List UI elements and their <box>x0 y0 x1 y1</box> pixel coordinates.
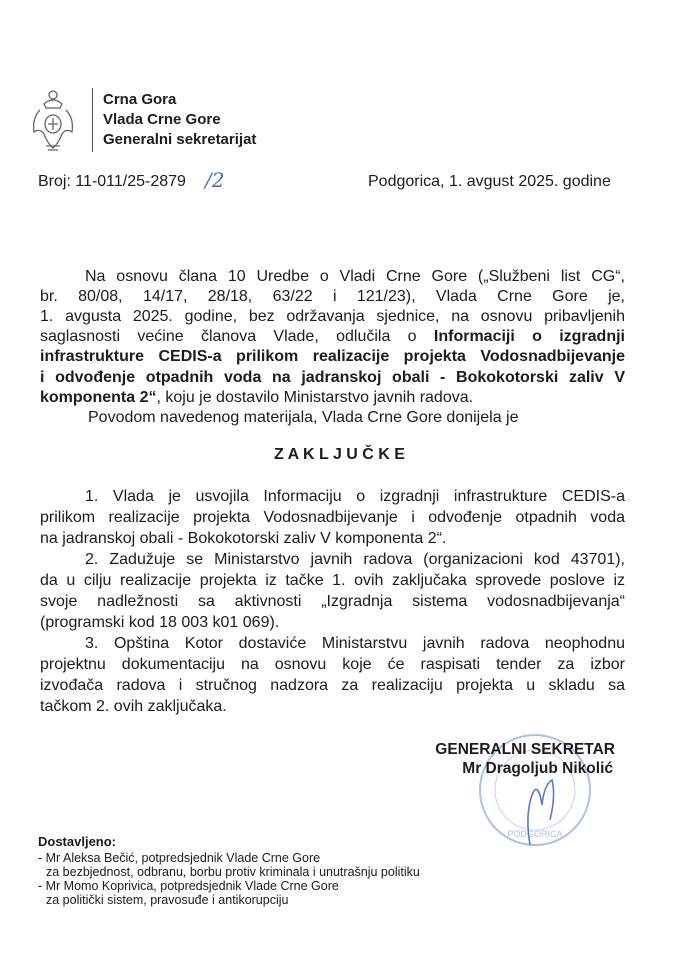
handwritten-mark: /2 <box>205 168 225 192</box>
conclusions-heading: Z A K L J U Č K E <box>274 446 405 463</box>
org-department: Generalni sekretarijat <box>103 131 257 148</box>
text-line: br. 80/08, 14/17, 28/18, 63/22 i 121/23), Vlada Crne Gore je, <box>40 288 625 305</box>
distribution-line: za politički sistem, pravosuđe i antikorupciju <box>46 893 289 907</box>
header-divider <box>92 88 93 152</box>
stamp-text: PODGORICA <box>507 829 563 839</box>
text-line: svoje nadležnosti sa aktivnosti „Izgradnja sistema vodosnadbijevanja“ <box>40 593 625 610</box>
text-line <box>40 388 625 408</box>
bold-span: komponenta 2“ <box>40 389 157 406</box>
signatory-name: Mr Dragoljub Nikolić <box>462 760 613 777</box>
text-line: izvođača radova i stručnog nadzora za realizaciju projekta u skladu sa <box>40 677 625 694</box>
coat-of-arms-icon <box>30 88 76 154</box>
text-line: projektnu dokumentaciju na osnovu koje će raspisati tender za izbor <box>40 656 625 673</box>
text-line: 3. Opština Kotor dostaviće Ministarstvu javnih radova neophodnu <box>85 635 625 652</box>
text-line: prilikom realizacije projekta Vodosnadbijevanje i odvođenje otpadnih voda <box>40 509 625 526</box>
org-government: Vlada Crne Gore <box>103 111 221 128</box>
distribution-line: - Mr Momo Koprivica, potpredsjednik Vlade Crne Gore <box>38 879 339 893</box>
text-line: i odvođenje otpadnih voda na jadranskoj obali - Bokokotorski zaliv V <box>40 369 625 386</box>
distribution-line: za bezbjednost, odbranu, borbu protiv kriminala i unutrašnju politiku <box>46 865 420 879</box>
text-line: na jadranskoj obali - Bokokotorski zaliv V komponenta 2“. <box>40 530 447 547</box>
text-line: 2. Zadužuje se Ministarstvo javnih radova (organizacioni kod 43701), <box>85 551 625 568</box>
distribution-label: Dostavljeno: <box>38 834 117 849</box>
reference-number: Broj: 11-011/25-2879 <box>38 173 186 190</box>
text-line: 1. avgusta 2025. godine, bez održavanja sjednice, na osnovu pribavljenih <box>40 308 625 325</box>
text-line <box>40 327 625 347</box>
text-line: 1. Vlada je usvojila Informaciju o izgradnji infrastrukture CEDIS-a <box>85 488 625 505</box>
org-country: Crna Gora <box>103 91 177 108</box>
text-line: infrastrukture CEDIS-a prilikom realizacije projekta Vodosnadbijevanje <box>40 348 625 365</box>
signatory-title: GENERALNI SEKRETAR <box>435 741 615 758</box>
text-line: tačkom 2. ovih zaključaka. <box>40 698 227 715</box>
text-line: Na osnovu člana 10 Uredbe o Vladi Crne Gore („Službeni list CG“, <box>85 268 625 285</box>
distribution-line: - Mr Aleksa Bečić, potpredsjednik Vlade Crne Gore <box>38 851 321 865</box>
text-line: da u cilju realizacije projekta iz tačke 1. ovih zaključaka sprovede poslove iz <box>40 572 625 589</box>
bold-span: Informaciji o izgradnji <box>433 328 625 345</box>
text-line: Povodom navedenog materijala, Vlada Crne Gore donijela je <box>88 409 519 426</box>
text-span: saglasnosti većine članova Vlade, odlučila o <box>40 328 434 345</box>
place-date: Podgorica, 1. avgust 2025. godine <box>368 173 611 190</box>
text-span: , koju je dostavilo Ministarstvo javnih radova. <box>156 389 474 406</box>
text-line: (programski kod 18 003 k01 069). <box>40 614 280 631</box>
